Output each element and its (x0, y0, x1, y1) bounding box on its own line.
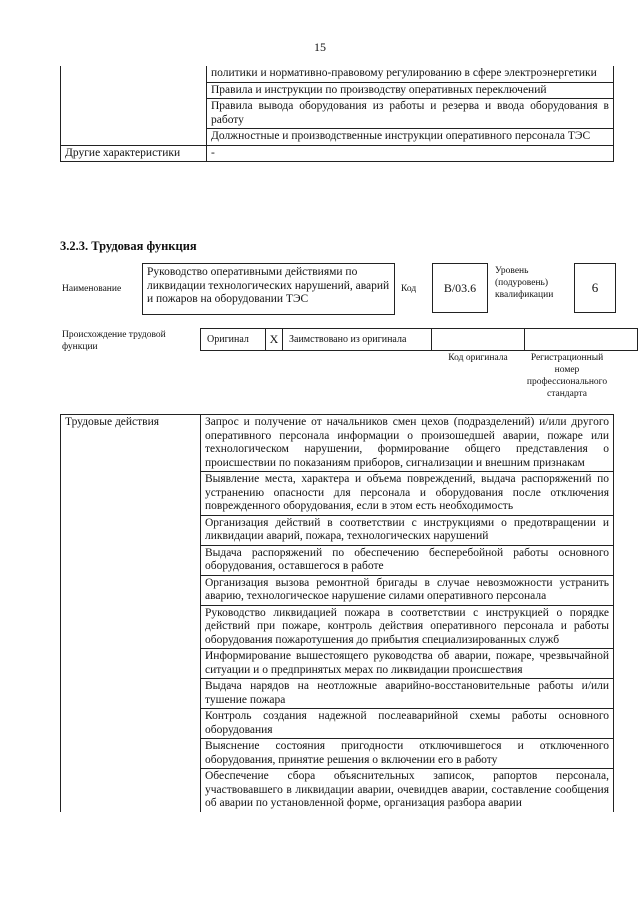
labour-action-item: Организация действий в соответствии с инструкциями о предотвращении и ликвидации аварий, пожара, технологических нарушений (201, 515, 614, 545)
labour-action-item: Выявление места, характера и объема повреждений, выдача распоряжений по устранению опасности для персонала и оборудования после отключения поврежденного оборудования, если в этом есть необходимость (201, 472, 614, 516)
section-title: 3.2.3. Трудовая функция (60, 239, 197, 253)
other-characteristics-value: - (207, 145, 614, 162)
origin-original: Оригинал (201, 329, 266, 351)
labour-action-item: Выдача нарядов на неотложные аварийно-восстановительные работы и/или тушение пожара (201, 679, 614, 709)
table-row (61, 66, 614, 82)
requirement-item: Должностные и производственные инструкции оперативного персонала ТЭС (207, 129, 614, 146)
requirement-item: Правила вывода оборудования из работы и резерва и ввода оборудования в работу (207, 99, 614, 129)
continuation-table (60, 66, 614, 162)
code-label: Код (401, 284, 417, 294)
labour-action-item: Руководство ликвидацией пожара в соответствии с инструкцией о порядке действий при пожаре, контроль действия оперативного персонала и работы оборудования пожаротушения до прибытия специализированных служб (201, 605, 614, 649)
page-number: 15 (314, 40, 326, 54)
labour-action-item: Выдача распоряжений по обеспечению бесперебойной работы основного оборудования, оставшегося в работе (201, 545, 614, 575)
origin-table (200, 328, 638, 351)
label-cell (61, 66, 207, 145)
name-label: Наименование (62, 284, 122, 294)
function-name: Руководство оперативными действиями по ликвидации технологических нарушений, аварий и пожаров на оборудовании ТЭС (142, 263, 395, 315)
origin-reg-cell (525, 329, 638, 351)
labour-actions-label: Трудовые действия (61, 415, 201, 812)
table-row (61, 145, 614, 162)
labour-action-item: Организация вызова ремонтной бригады в случае невозможности устранить аварию, технологическое нарушение силами оперативного персонала (201, 575, 614, 605)
labour-action-item: Запрос и получение от начальников смен цехов (подразделений) и/или другого оперативного персонала информации о произошедшей аварии, пожаре или технологическом нарушении, формирование общего представления о происшествии по показаниям приборов, сигнализации и внешним признакам (201, 415, 614, 472)
requirement-item: Правила и инструкции по производству оперативных переключений (207, 82, 614, 99)
caption-registration-number: Регистрационный номер профессионального стандарта (526, 353, 608, 399)
labour-action-item: Контроль создания надежной послеаварийной схемы работы основного оборудования (201, 709, 614, 739)
origin-borrowed: Заимствовано из оригинала (283, 329, 432, 351)
labour-action-item: Информирование вышестоящего руководства об аварии, пожаре, чрезвычайной ситуации и о предпринятых мерах по ликвидации происшествия (201, 649, 614, 679)
labour-actions-table (60, 414, 614, 812)
qualification-level-value: 6 (574, 263, 616, 313)
table-row (61, 415, 614, 472)
origin-label: Происхождение трудовой функции (62, 330, 166, 352)
function-code: B/03.6 (432, 263, 488, 313)
origin-mark: X (266, 329, 283, 351)
other-characteristics-label: Другие характеристики (61, 145, 207, 162)
qualification-level-label: Уровень (подуровень) квалификации (495, 266, 554, 300)
origin-code-cell (432, 329, 525, 351)
caption-original-code: Код оригинала (448, 353, 508, 363)
labour-action-item: Выяснение состояния пригодности отключившегося и отключенного оборудования, принятие решения о включении его в работу (201, 739, 614, 769)
requirement-item: политики и нормативно-правовому регулированию в сфере электроэнергетики (207, 66, 614, 82)
table-row (201, 329, 638, 351)
labour-action-item: Обеспечение сбора объяснительных записок, рапортов персонала, участвовавшего в ликвидации аварии, очевидцев аварии, составление сообщения об аварии по установленной форме, организация разбора аварии (201, 769, 614, 812)
